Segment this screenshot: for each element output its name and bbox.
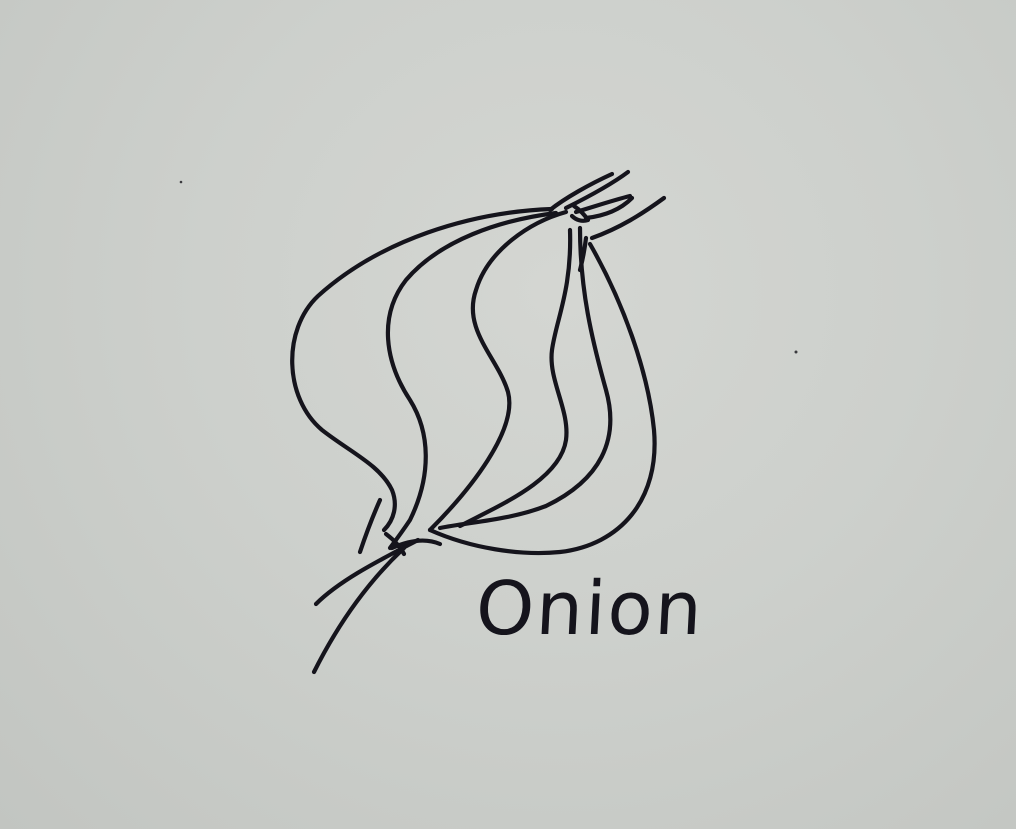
- onion-layer-3: [430, 212, 566, 530]
- onion-layer-4: [460, 230, 570, 526]
- paper-speck: [795, 351, 798, 354]
- onion-layer-2: [388, 213, 556, 548]
- onion-top-tip-2: [566, 172, 628, 208]
- onion-stem-line-2: [314, 548, 404, 672]
- onion-root-mark-1: [360, 500, 380, 552]
- caption-onion: Onion: [473, 566, 707, 652]
- onion-layer-5: [440, 228, 610, 528]
- paper-speck: [180, 181, 183, 184]
